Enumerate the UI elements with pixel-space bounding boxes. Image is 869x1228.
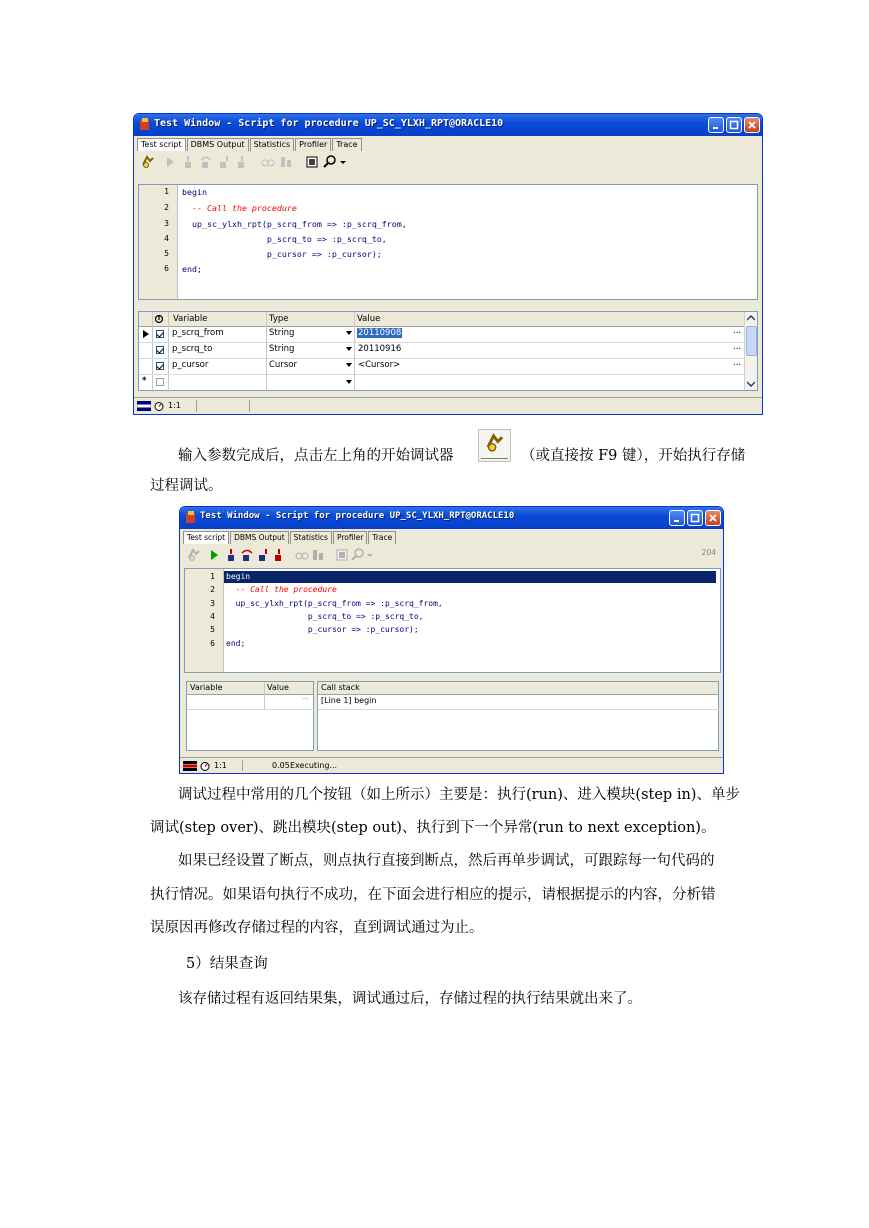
code-line: p_scrq_to => :p_scrq_to, (182, 234, 387, 244)
var-type[interactable]: String (269, 328, 295, 338)
toolbar (183, 546, 720, 566)
step-out-icon[interactable] (217, 155, 231, 169)
step-out-icon[interactable] (256, 548, 270, 562)
line-number: 4 (164, 234, 169, 243)
scroll-down-icon[interactable] (747, 381, 755, 387)
scroll-thumb[interactable] (746, 326, 757, 356)
stopwatch-icon (154, 401, 164, 411)
line-number: 3 (164, 219, 169, 228)
line-number-gutter (185, 569, 224, 672)
test-window-1 (133, 113, 763, 415)
var-value-selected[interactable]: 20110908 (358, 328, 402, 338)
execution-time: 0.05 (272, 761, 290, 770)
debug-variables-panel (186, 681, 314, 751)
tab-test-script[interactable]: Test script (183, 531, 229, 544)
code-line: end; (182, 264, 202, 274)
header-value[interactable]: Value (267, 683, 289, 692)
title-bar[interactable] (180, 507, 723, 529)
tab-statistics[interactable]: Statistics (290, 531, 332, 544)
toolbar-counter: 204 (701, 548, 716, 557)
para2-line1: 调试过程中常用的几个按钮（如上所示）主要是：执行(run)、进入模块(step in)、单步 (178, 787, 740, 803)
window-title: Test Window - Script for procedure UP_SC_YLXH_RPT@ORACLE10 (200, 511, 515, 521)
para2-line2: 调试(step over)、跳出模块(step out)、执行到下一个异常(run to next exception)。 (150, 820, 716, 836)
current-line-highlight (224, 571, 716, 583)
header-type[interactable]: Type (269, 314, 289, 324)
run-icon[interactable] (207, 548, 221, 562)
status-flag-icon (137, 401, 151, 411)
type-dropdown-icon[interactable] (346, 347, 352, 351)
toggle-watch-icon[interactable] (261, 155, 275, 169)
window-title: Test Window - Script for procedure UP_SC_YLXH_RPT@ORACLE10 (154, 118, 504, 129)
line-number: 5 (210, 625, 215, 634)
execution-state: Executing... (290, 761, 338, 770)
cursor-position: 1:1 (214, 761, 227, 770)
variables-grid (138, 311, 758, 391)
para1-text-c: 过程调试。 (150, 478, 223, 494)
grid-header (318, 682, 718, 695)
line-number-gutter (139, 185, 178, 299)
call-stack-entry[interactable]: [Line 1] begin (321, 696, 377, 705)
chevron-down-icon[interactable] (339, 155, 347, 169)
value-ellipsis-button[interactable]: ... (302, 693, 309, 701)
variables-icon[interactable] (279, 155, 293, 169)
code-line: p_scrq_to => :p_scrq_to, (226, 612, 424, 621)
para3-line2: 执行情况。如果语句执行不成功，在下面会进行相应的提示，请根据提示的内容，分析错 (150, 887, 716, 903)
code-editor[interactable] (138, 184, 758, 300)
line-number: 6 (164, 264, 169, 273)
status-bar (180, 757, 723, 773)
para1-text-a: 输入参数完成后，点击左上角的开始调试器 (178, 448, 454, 464)
cursor-position: 1:1 (168, 401, 181, 410)
minimize-button[interactable] (708, 117, 724, 133)
type-dropdown-icon[interactable] (346, 380, 352, 384)
line-number: 4 (210, 612, 215, 621)
line-number: 6 (210, 639, 215, 648)
var-value[interactable]: 20110916 (358, 344, 402, 354)
code-line: up_sc_ylxh_rpt(p_scrq_from => :p_scrq_from, (226, 599, 443, 608)
line-number: 1 (210, 572, 215, 581)
call-stack-panel (317, 681, 719, 751)
para3-line3: 误原因再修改存储过程的内容，直到调试通过为止。 (150, 920, 484, 936)
line-number: 5 (164, 249, 169, 258)
var-type[interactable]: String (269, 344, 295, 354)
tab-profiler[interactable]: Profiler (295, 138, 331, 151)
code-comment: -- Call the procedure (226, 585, 337, 594)
title-bar[interactable] (134, 114, 762, 136)
app-icon (139, 118, 151, 131)
debugger-start-icon (485, 433, 505, 453)
code-line: end; (226, 639, 246, 648)
para1-text-b: （或直接按 F9 键），开始执行存储 (521, 448, 746, 464)
code-line-current: begin (226, 572, 251, 581)
status-flag-icon (183, 761, 197, 771)
debugger-button-illustration (478, 429, 511, 462)
tab-strip (183, 531, 397, 544)
header-variable[interactable]: Variable (190, 683, 223, 692)
test-window-2 (179, 506, 724, 774)
row-enabled-checkbox[interactable] (156, 330, 164, 338)
new-row-checkbox[interactable] (156, 378, 164, 386)
para3-line1: 如果已经设置了断点，则点执行直接到断点，然后再单步调试，可跟踪每一句代码的 (178, 853, 715, 869)
stopwatch-icon (200, 761, 210, 771)
value-ellipsis-button[interactable]: ... (733, 326, 742, 336)
tab-trace[interactable]: Trace (368, 531, 396, 544)
debugger-start-icon[interactable] (141, 155, 155, 169)
tab-test-script[interactable]: Test script (137, 138, 186, 151)
find-icon[interactable] (351, 548, 365, 562)
variables-icon[interactable] (311, 548, 325, 562)
row-enabled-checkbox[interactable] (156, 346, 164, 354)
type-dropdown-icon[interactable] (346, 363, 352, 367)
current-row-indicator-icon (143, 330, 149, 338)
chevron-down-icon[interactable] (366, 548, 374, 562)
run-to-exception-icon[interactable] (235, 155, 249, 169)
row-enabled-checkbox[interactable] (156, 362, 164, 370)
scroll-up-icon[interactable] (747, 315, 755, 321)
header-variable[interactable]: Variable (173, 314, 208, 324)
step-over-icon[interactable] (199, 155, 213, 169)
breakpoint-icon[interactable] (305, 155, 319, 169)
tab-dbms-output[interactable]: DBMS Output (187, 138, 249, 151)
tab-profiler[interactable]: Profiler (333, 531, 367, 544)
toolbar (137, 153, 759, 173)
status-bar (134, 397, 762, 414)
step-over-icon[interactable] (240, 548, 254, 562)
tab-dbms-output[interactable]: DBMS Output (230, 531, 289, 544)
code-line: p_cursor => :p_cursor); (182, 249, 382, 259)
debugger-start-icon[interactable] (187, 548, 201, 562)
var-value[interactable]: <Cursor> (358, 360, 401, 370)
code-line: up_sc_ylxh_rpt(p_scrq_from => :p_scrq_from, (182, 219, 407, 229)
grid-header (139, 312, 745, 327)
section-heading: 5）结果查询 (186, 956, 268, 972)
close-button[interactable] (705, 510, 721, 526)
grid-header (187, 682, 313, 695)
para4: 该存储过程有返回结果集，调试通过后，存储过程的执行结果就出来了。 (178, 991, 642, 1007)
tab-statistics[interactable]: Statistics (250, 138, 295, 151)
minimize-button[interactable] (669, 510, 685, 526)
step-in-icon[interactable] (224, 548, 238, 562)
close-button[interactable] (744, 117, 760, 133)
value-ellipsis-button[interactable]: ... (733, 358, 742, 368)
toggle-watch-icon[interactable] (295, 548, 309, 562)
maximize-button[interactable] (687, 510, 703, 526)
value-ellipsis-button[interactable]: ... (733, 342, 742, 352)
run-icon[interactable] (163, 155, 177, 169)
code-comment: -- Call the procedure (182, 203, 297, 213)
step-in-icon[interactable] (181, 155, 195, 169)
grid-scrollbar[interactable] (744, 312, 757, 390)
code-editor[interactable] (184, 568, 721, 673)
tab-trace[interactable]: Trace (332, 138, 361, 151)
header-call-stack[interactable]: Call stack (321, 683, 360, 692)
breakpoint-icon[interactable] (335, 548, 349, 562)
maximize-button[interactable] (726, 117, 742, 133)
var-name[interactable]: p_scrq_from (172, 328, 224, 338)
header-value[interactable]: Value (357, 314, 381, 324)
debug-column-icon (155, 314, 163, 324)
var-type[interactable]: Cursor (269, 360, 297, 370)
code-line: p_cursor => :p_cursor); (226, 625, 419, 634)
app-icon (185, 511, 197, 524)
line-number: 2 (210, 585, 215, 594)
find-icon[interactable] (323, 155, 337, 169)
line-number: 3 (210, 599, 215, 608)
type-dropdown-icon[interactable] (346, 331, 352, 335)
tab-strip (137, 138, 363, 151)
new-row-star-icon: * (142, 376, 147, 386)
var-name[interactable]: p_scrq_to (172, 344, 213, 354)
run-to-exception-icon[interactable] (272, 548, 286, 562)
code-line: begin (182, 187, 207, 197)
line-number: 1 (164, 187, 169, 196)
var-name[interactable]: p_cursor (172, 360, 209, 370)
line-number: 2 (164, 203, 169, 212)
